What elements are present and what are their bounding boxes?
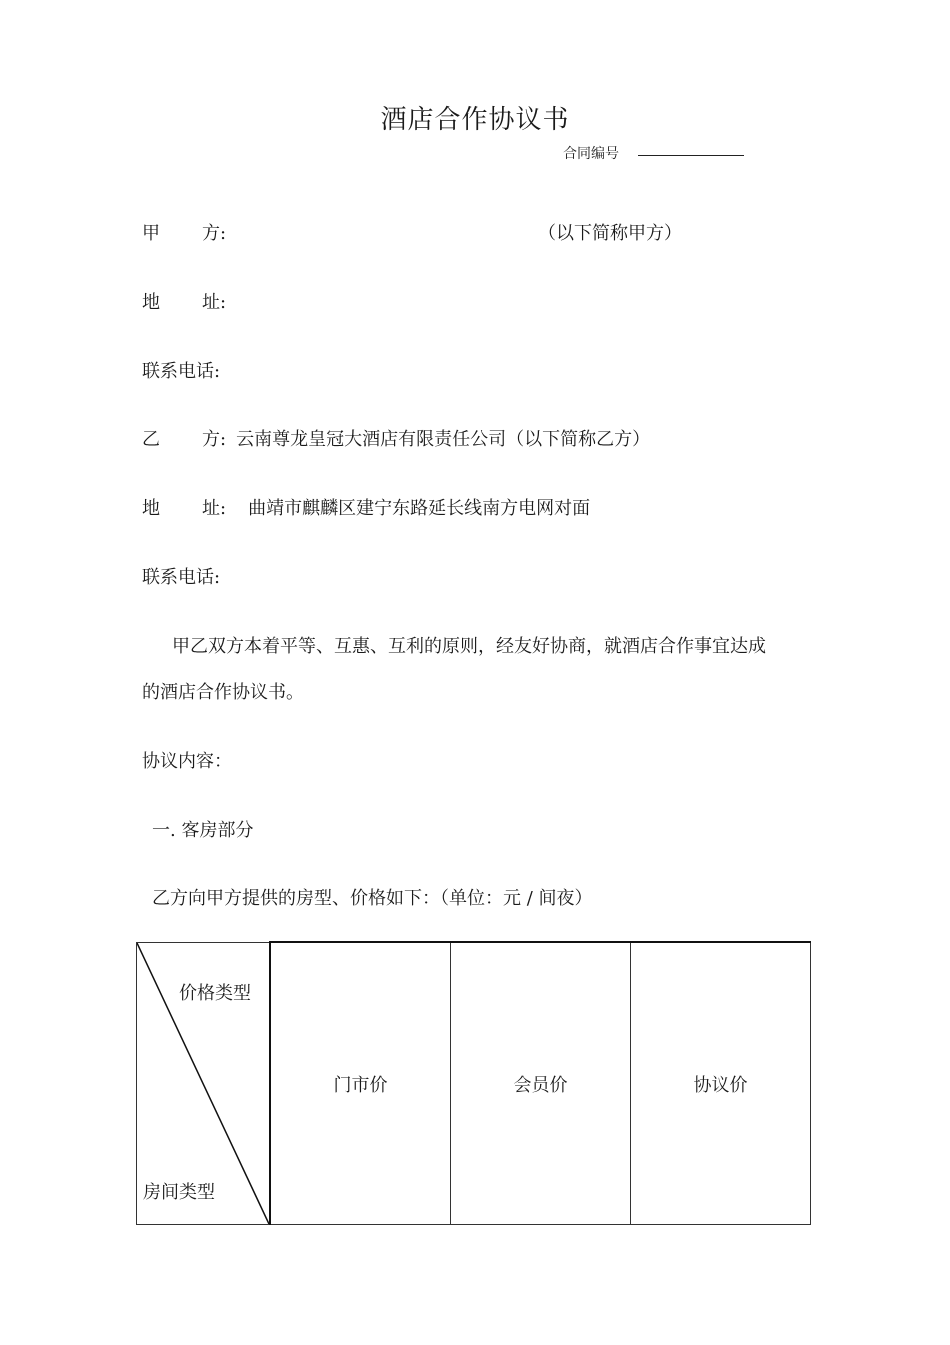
section-rooms-heading: 一. 客房部分 [152, 820, 254, 841]
party-a-address-label: 地 [142, 292, 160, 313]
party-b-row [142, 425, 650, 451]
party-a-label: 甲 [142, 223, 160, 244]
rate-table [136, 941, 811, 1225]
contract-number-label: 合同编号 [563, 146, 619, 162]
column-header-agreement-rate: 协议价 [631, 942, 811, 1225]
price-unit-note: 乙方向甲方提供的房型、价格如下：（单位：元 / 间夜） [152, 888, 593, 909]
party-a-address-row [142, 288, 226, 314]
agreement-content-heading: 协议内容： [142, 751, 232, 772]
column-header-rack-rate: 门市价 [270, 942, 451, 1225]
party-b-address-label: 地 [142, 498, 160, 519]
room-type-label: 房间类型 [143, 1181, 215, 1203]
party-b-name: 云南尊龙皇冠大酒店有限责任公司（以下简称乙方） [236, 429, 651, 450]
rate-table-header-row [137, 942, 811, 1225]
party-a-row [142, 219, 226, 245]
party-a-label-suffix: 方: [202, 223, 227, 244]
document-title: 酒店合作协议书 [380, 105, 570, 135]
party-b-phone-label: 联系电话: [142, 567, 221, 588]
party-b-address-row [142, 494, 590, 520]
intro-paragraph-line-2: 的酒店合作协议书。 [142, 682, 304, 703]
party-a-note: （以下简称甲方） [538, 223, 682, 244]
party-a-phone-label: 联系电话: [142, 361, 221, 382]
party-b-address: 曲靖市麒麟区建宁东路延长线南方电网对面 [248, 498, 591, 519]
party-b-label-suffix: 方: [202, 429, 227, 450]
column-header-member-rate: 会员价 [451, 942, 631, 1225]
rate-table-corner-cell [137, 942, 271, 1225]
party-a-address-label-suffix: 址: [202, 292, 227, 313]
price-type-label: 价格类型 [179, 982, 251, 1004]
party-b-label: 乙 [142, 429, 160, 450]
contract-number-blank [638, 155, 744, 156]
intro-paragraph-line-1: 甲乙双方本着平等、互惠、互利的原则，经友好协商，就酒店合作事宜达成 [172, 636, 766, 657]
party-b-address-label-suffix: 址: [202, 498, 227, 519]
